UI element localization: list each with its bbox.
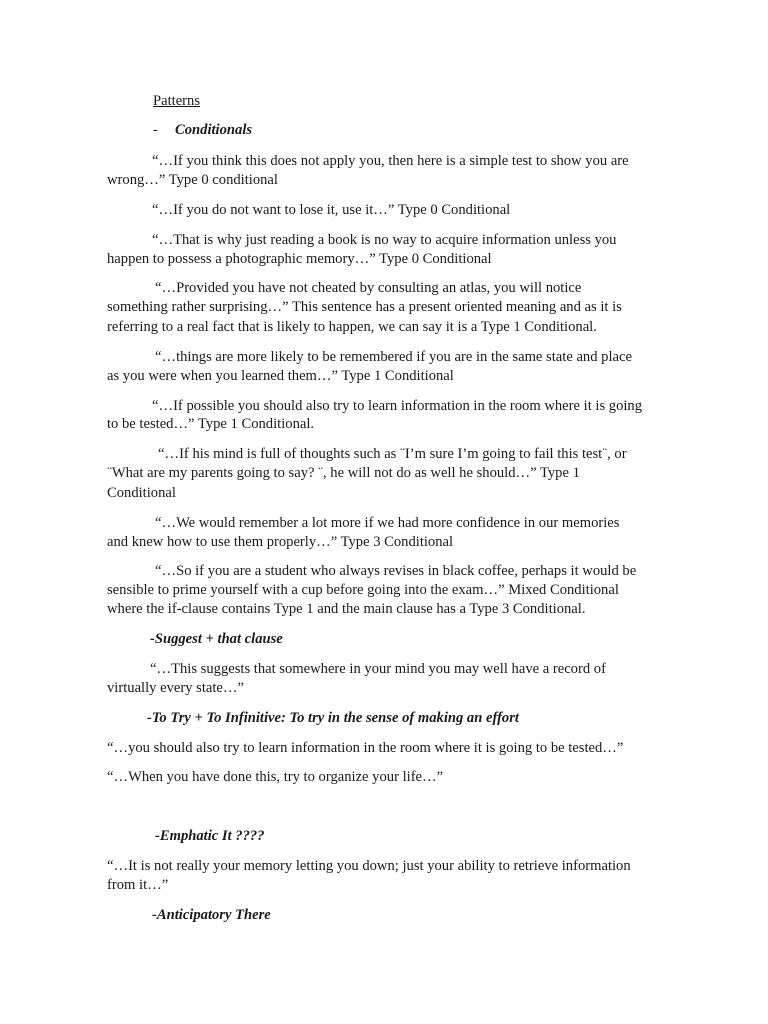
paragraph-line: “…things are more likely to be remembered if you are in the same state and place bbox=[155, 349, 632, 365]
paragraph-line: ¨What are my parents going to say? ¨, he will not do as well he should…” Type 1 bbox=[107, 465, 580, 481]
paragraph-line: happen to possess a photographic memory…” Type 0 Conditional bbox=[107, 251, 492, 267]
paragraph-line: Conditional bbox=[107, 485, 176, 501]
paragraph-line: as you were when you learned them…” Type 1 Conditional bbox=[107, 368, 454, 384]
paragraph-line: where the if-clause contains Type 1 and the main clause has a Type 3 Conditional. bbox=[107, 601, 586, 617]
paragraph-line: “…This suggests that somewhere in your mind you may well have a record of bbox=[150, 661, 606, 677]
paragraph-line: from it…” bbox=[107, 877, 169, 893]
paragraph-line: “…If his mind is full of thoughts such as ¨I’m sure I’m going to fail this test¨, or bbox=[158, 446, 627, 462]
paragraph-line: wrong…” Type 0 conditional bbox=[107, 172, 278, 188]
list-dash: - bbox=[153, 122, 158, 138]
paragraph-line: “…That is why just reading a book is no way to acquire information unless you bbox=[152, 232, 617, 248]
paragraph-line: “…It is not really your memory letting you down; just your ability to retrieve information bbox=[107, 858, 631, 874]
paragraph-line: “…If you do not want to lose it, use it…” Type 0 Conditional bbox=[152, 202, 511, 218]
section-heading-to-try: -To Try + To Infinitive: To try in the sense of making an effort bbox=[147, 710, 519, 726]
section-heading-anticipatory-there: -Anticipatory There bbox=[152, 907, 271, 923]
section-heading-suggest: -Suggest + that clause bbox=[150, 631, 283, 647]
section-heading-emphatic-it: -Emphatic It ???? bbox=[155, 828, 265, 844]
paragraph-line: to be tested…” Type 1 Conditional. bbox=[107, 416, 315, 432]
paragraph-line: “…We would remember a lot more if we had more confidence in our memories bbox=[155, 515, 620, 531]
paragraph-line: virtually every state…” bbox=[107, 680, 244, 696]
paragraph-line: something rather surprising…” This sentence has a present oriented meaning and as it is bbox=[107, 299, 622, 315]
paragraph-line: “…Provided you have not cheated by consulting an atlas, you will notice bbox=[155, 280, 582, 296]
section-heading-conditionals: Conditionals bbox=[175, 122, 253, 138]
paragraph-line: sensible to prime yourself with a cup before going into the exam…” Mixed Conditional bbox=[107, 582, 619, 598]
paragraph-line: “…you should also try to learn information in the room where it is going to be tested…” bbox=[107, 740, 624, 756]
paragraph-line: referring to a real fact that is likely to happen, we can say it is a Type 1 Conditional. bbox=[107, 319, 597, 335]
paragraph-line: “…So if you are a student who always revises in black coffee, perhaps it would be bbox=[155, 563, 637, 579]
document-title: Patterns bbox=[153, 93, 201, 109]
paragraph-line: “…If possible you should also try to learn information in the room where it is going bbox=[152, 398, 643, 414]
paragraph-line: “…If you think this does not apply you, then here is a simple test to show you are bbox=[152, 153, 629, 169]
paragraph-line: and knew how to use them properly…” Type 3 Conditional bbox=[107, 534, 454, 550]
paragraph-line: “…When you have done this, try to organize your life…” bbox=[107, 769, 444, 785]
